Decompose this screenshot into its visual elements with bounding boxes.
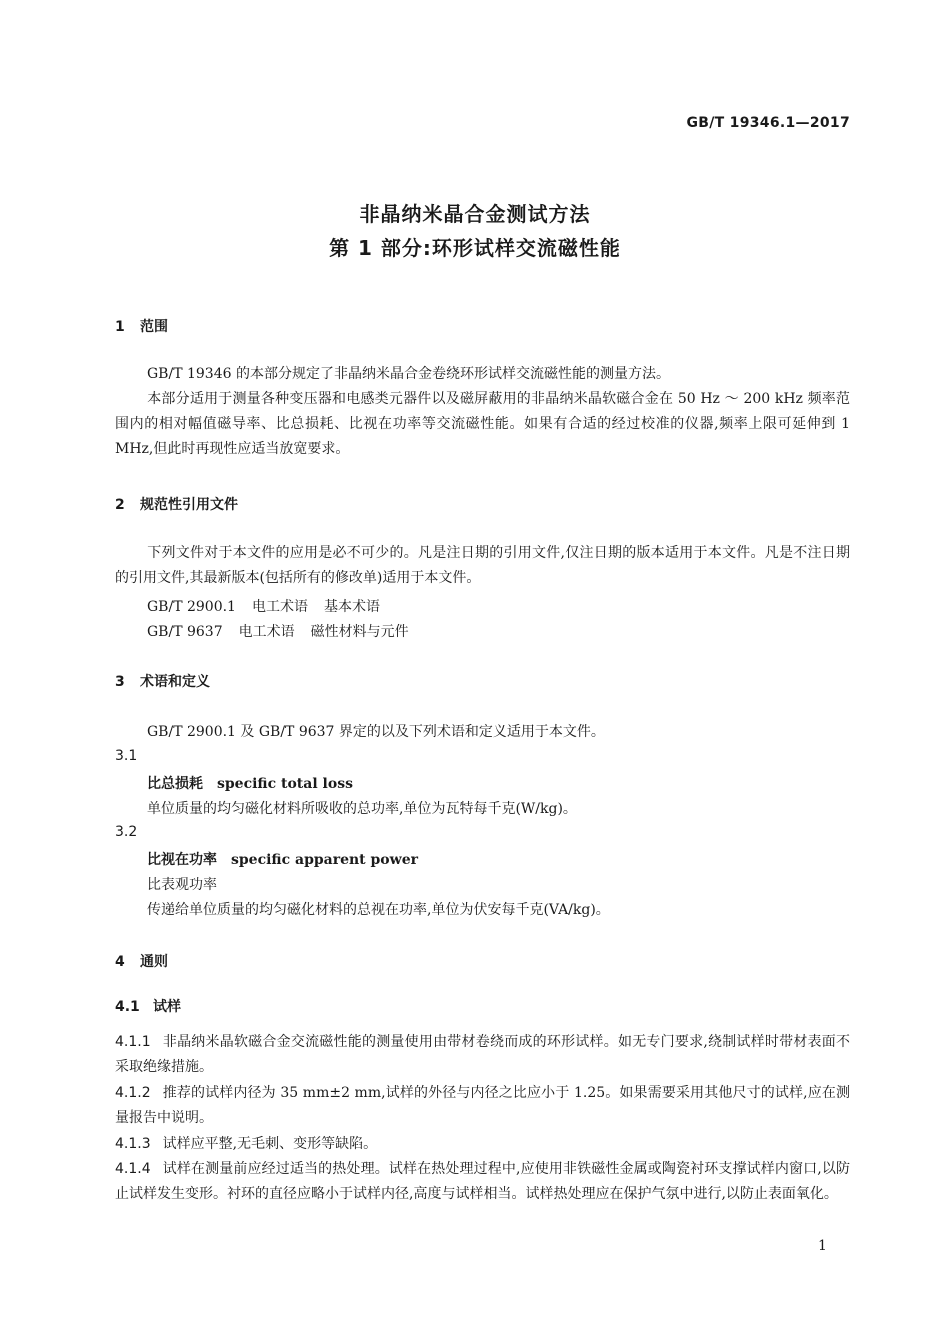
reference-title: 磁性材料与元件	[310, 624, 409, 640]
term-3-1-definition: 单位质量的均匀磁化材料所吸收的总功率,单位为瓦特每千克(W/kg)。	[147, 801, 577, 817]
term-3-2-synonym: 比表观功率	[147, 877, 217, 893]
document-title: 非晶纳米晶合金测试方法	[359, 202, 591, 226]
subsection-4-1-heading	[115, 996, 181, 1016]
subsection-number: 4.1	[115, 999, 140, 1015]
clause-4-1-2	[115, 1081, 850, 1131]
term-english: specific apparent power	[231, 852, 418, 868]
document-subtitle: 第 1 部分:环形试样交流磁性能	[329, 236, 621, 260]
clause-text: 非晶纳米晶软磁合金交流磁性能的测量使用由带材卷绕而成的环形试样。如无专门要求,绕制试样时带材表面不采取绝缘措施。	[115, 1034, 850, 1075]
section-3-heading	[115, 671, 210, 691]
clause-4-1-1	[115, 1030, 850, 1080]
term-3-1-number: 3.1	[115, 748, 138, 764]
section-title: 范围	[140, 319, 168, 335]
reference-item	[147, 596, 380, 616]
page-number: 1	[818, 1238, 827, 1254]
term-chinese: 比总损耗	[147, 776, 203, 792]
clause-text: 推荐的试样内径为 35 mm±2 mm,试样的外径与内径之比应小于 1.25。如果需要采用其他尺寸的试样,应在测量报告中说明。	[115, 1085, 850, 1126]
clause-text: 试样在测量前应经过适当的热处理。试样在热处理过程中,应使用非铁磁性金属或陶瓷衬环支撑试样内窗口,以防止试样发生变形。衬环的直径应略小于试样内径,高度与试样相当。试样热处理应在保护气氛中进行,以防止表面氧化。	[115, 1161, 850, 1202]
term-chinese: 比视在功率	[147, 852, 217, 868]
reference-item	[147, 621, 409, 641]
section-number: 2	[115, 497, 125, 513]
reference-title: 基本术语	[323, 599, 380, 615]
section-title: 规范性引用文件	[140, 497, 238, 513]
section-1-heading	[115, 316, 168, 336]
clause-number: 4.1.2	[115, 1085, 151, 1101]
section-4-heading	[115, 951, 168, 971]
clause-4-1-3	[115, 1132, 850, 1157]
term-3-2	[147, 849, 418, 869]
subsection-title: 试样	[153, 999, 181, 1015]
reference-title: 电工术语	[251, 599, 308, 615]
section-number: 3	[115, 674, 125, 690]
reference-code: GB/T 9637	[147, 624, 223, 640]
clause-4-1-4	[115, 1157, 850, 1207]
section-2-heading	[115, 494, 238, 514]
section-title: 术语和定义	[140, 674, 210, 690]
clause-text: 试样应平整,无毛刺、变形等缺陷。	[162, 1136, 378, 1152]
standard-number: GB/T 19346.1—2017	[686, 115, 850, 131]
section-number: 4	[115, 954, 125, 970]
clause-number: 4.1.1	[115, 1034, 151, 1050]
section-2-paragraph-1: 下列文件对于本文件的应用是必不可少的。凡是注日期的引用文件,仅注日期的版本适用于本文件。凡是不注日期的引用文件,其最新版本(包括所有的修改单)适用于本文件。	[115, 545, 850, 586]
section-number: 1	[115, 319, 125, 335]
term-english: specific total loss	[217, 776, 353, 792]
term-3-1	[147, 773, 353, 793]
section-1-paragraph-1: GB/T 19346 的本部分规定了非晶纳米晶合金卷绕环形试样交流磁性能的测量方法。	[147, 366, 670, 382]
clause-number: 4.1.3	[115, 1136, 151, 1152]
section-3-paragraph-1: GB/T 2900.1 及 GB/T 9637 界定的以及下列术语和定义适用于本文件。	[147, 724, 605, 740]
reference-code: GB/T 2900.1	[147, 599, 236, 615]
section-1-paragraph-2: 本部分适用于测量各种变压器和电感类元器件以及磁屏蔽用的非晶纳米晶软磁合金在 50 Hz ～ 200 kHz 频率范围内的相对幅值磁导率、比总损耗、比视在功率等交流磁性能。如果有合适的经过校准的仪器,频率上限可延伸到 1 MHz,但此时再现性应适当放宽要求。	[115, 391, 850, 457]
section-title: 通则	[140, 954, 168, 970]
reference-title: 电工术语	[238, 624, 295, 640]
term-3-2-definition: 传递给单位质量的均匀磁化材料的总视在功率,单位为伏安每千克(VA/kg)。	[147, 902, 610, 918]
clause-number: 4.1.4	[115, 1161, 151, 1177]
term-3-2-number: 3.2	[115, 824, 138, 840]
